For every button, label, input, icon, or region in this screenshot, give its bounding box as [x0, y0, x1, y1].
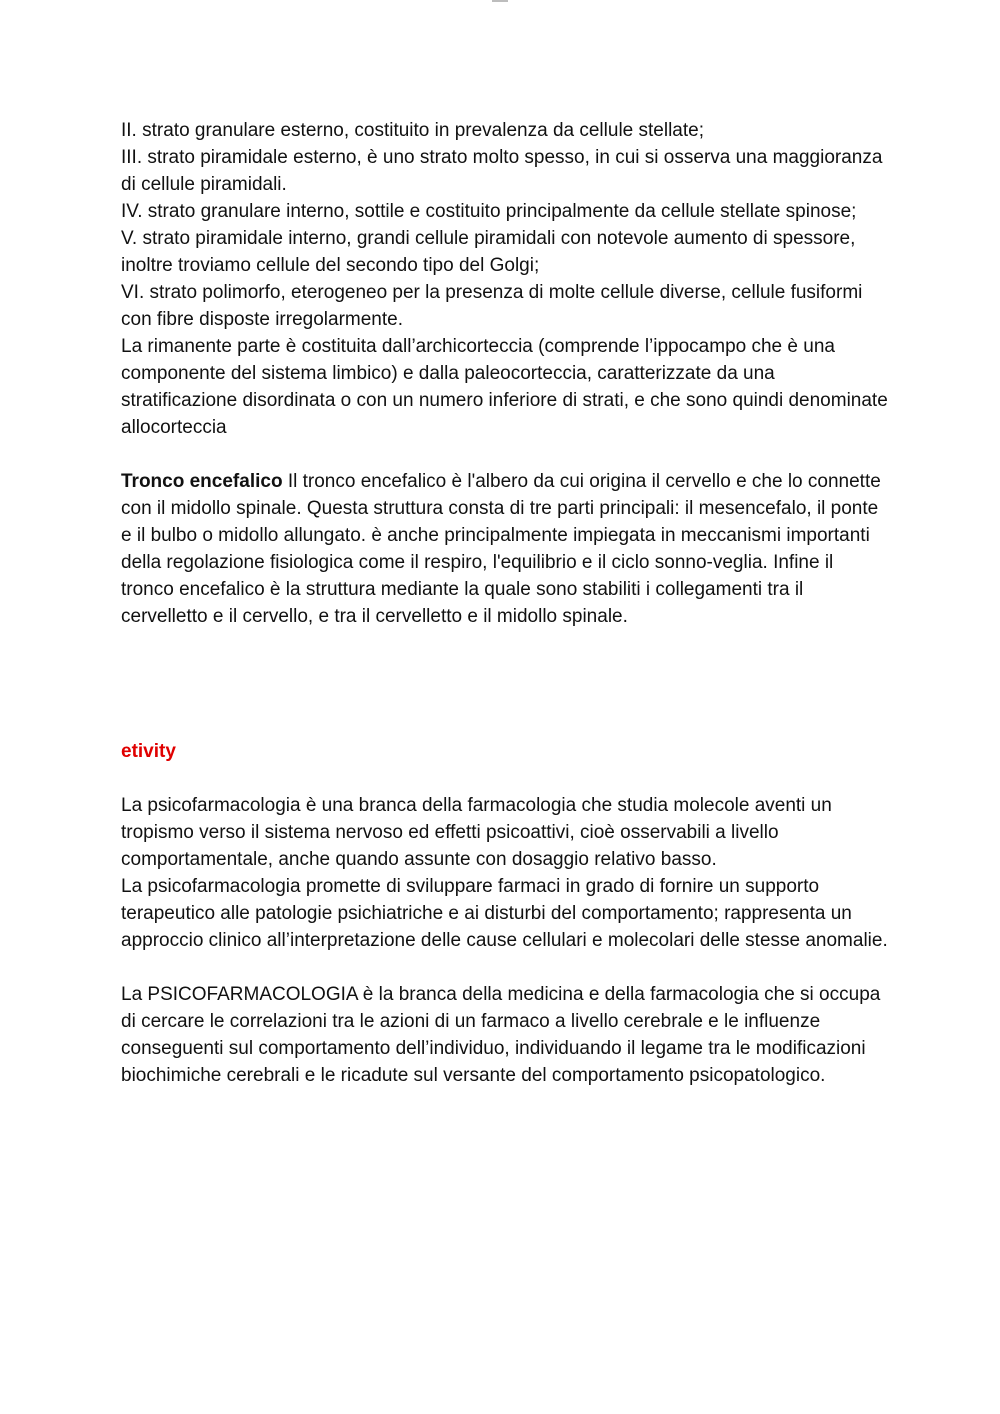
spacer — [121, 441, 891, 468]
spacer — [121, 765, 891, 792]
psychopharmacology-paragraph-1: La psicofarmacologia è una branca della farmacologia che studia molecole aventi un tropismo verso il sistema nervoso ed effetti psicoattivi, cioè osservabili a livello comportamentale, anche quando assunte con dosaggio relativo basso. — [121, 795, 832, 870]
brainstem-text: Il tronco encefalico è l'albero da cui origina il cervello e che lo connette con il midollo spinale. Questa struttura consta di tre parti principali: il mesencefalo, il ponte e il bulbo o midollo allungato. è anche principalmente impiegata in meccanismi importanti della regolazione fisiologica come il respiro, l'equilibrio e il ciclo sonno-veglia. Infine il tronco encefalico è la struttura mediante la quale sono stabiliti i collegamenti tra il cervelletto e il cervello, e tra il cervelletto e il midollo spinale. — [121, 471, 881, 627]
cortex-layer-5: V. strato piramidale interno, grandi cellule piramidali con notevole aumento di spessore, inoltre troviamo cellule del secondo tipo del Golgi; — [121, 228, 856, 276]
spacer — [121, 954, 891, 981]
cortex-layer-6: VI. strato polimorfo, eterogeneo per la presenza di molte cellule diverse, cellule fusiformi con fibre disposte irregolarmente. — [121, 282, 863, 330]
brainstem-title: Tronco encefalico — [121, 471, 283, 492]
spacer — [121, 630, 891, 738]
cortex-layer-2: II. strato granulare esterno, costituito in prevalenza da cellule stellate; — [121, 120, 704, 141]
brainstem-paragraph — [121, 468, 891, 630]
allocortex-paragraph: La rimanente parte è costituita dall’archicorteccia (comprende l’ippocampo che è una componente del sistema limbico) e dalla paleocorteccia, caratterizzate da una stratificazione disordinata o con un numero inferiore di strati, e che sono quindi denominate allocorteccia — [121, 336, 888, 438]
psychopharmacology-paragraph-3: La PSICOFARMACOLOGIA è la branca della medicina e della farmacologia che si occupa di cercare le correlazioni tra le azioni di un farmaco a livello cerebrale e le influenze conseguenti sul comportamento dell’individuo, individuando il legame tra le modificazioni biochimiche cerebrali e le ricadute sul versante del comportamento psicopatologico. — [121, 984, 881, 1086]
cortex-layer-4: IV. strato granulare interno, sottile e costituito principalmente da cellule stellate spinose; — [121, 201, 857, 222]
section-heading: etivity — [121, 741, 176, 762]
header-mark — [492, 0, 508, 2]
cortex-layer-3: III. strato piramidale esterno, è uno strato molto spesso, in cui si osserva una maggioranza di cellule piramidali. — [121, 147, 883, 195]
document-body — [121, 117, 891, 1089]
psychopharmacology-paragraph-2: La psicofarmacologia promette di sviluppare farmaci in grado di fornire un supporto terapeutico alle patologie psichiatriche e ai disturbi del comportamento; rappresenta un approccio clinico all’interpretazione delle cause cellulari e molecolari delle stesse anomalie. — [121, 876, 888, 951]
